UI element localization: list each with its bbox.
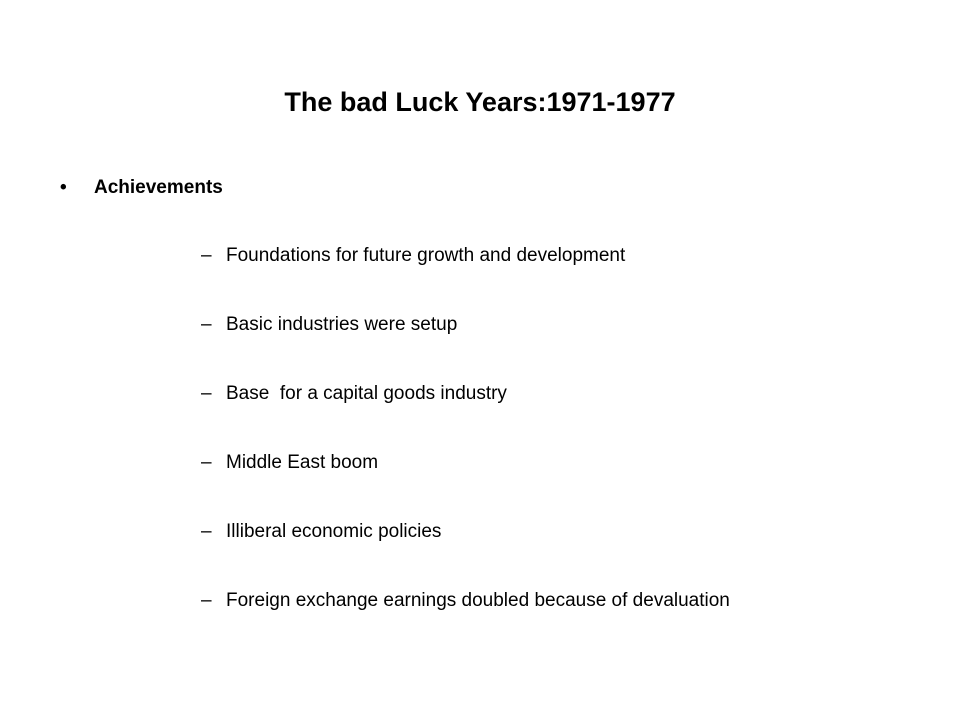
- list-item-text: Illiberal economic policies: [226, 521, 442, 542]
- list-item-text: Foreign exchange earnings doubled because of devaluation: [226, 590, 730, 611]
- dash-icon: –: [201, 245, 212, 266]
- bullet-achievements: [60, 172, 223, 204]
- list-item: [201, 240, 730, 309]
- sub-bullet-list: [201, 240, 730, 654]
- list-item: [201, 585, 730, 654]
- dash-icon: –: [201, 383, 212, 404]
- list-item-text: Basic industries were setup: [226, 314, 458, 335]
- list-item: [201, 447, 730, 516]
- dash-icon: –: [201, 521, 212, 542]
- list-item-text: Base for a capital goods industry: [226, 383, 507, 404]
- list-item-text: Middle East boom: [226, 452, 379, 473]
- bullet-icon: •: [60, 177, 67, 198]
- dash-icon: –: [201, 314, 212, 335]
- bullet-label: Achievements: [94, 177, 223, 198]
- dash-icon: –: [201, 590, 212, 611]
- dash-icon: –: [201, 452, 212, 473]
- list-item: [201, 516, 730, 585]
- list-item-text: Foundations for future growth and development: [226, 245, 626, 266]
- list-item: [201, 309, 730, 378]
- list-item: [201, 378, 730, 447]
- slide-title: The bad Luck Years:1971-1977: [284, 87, 676, 117]
